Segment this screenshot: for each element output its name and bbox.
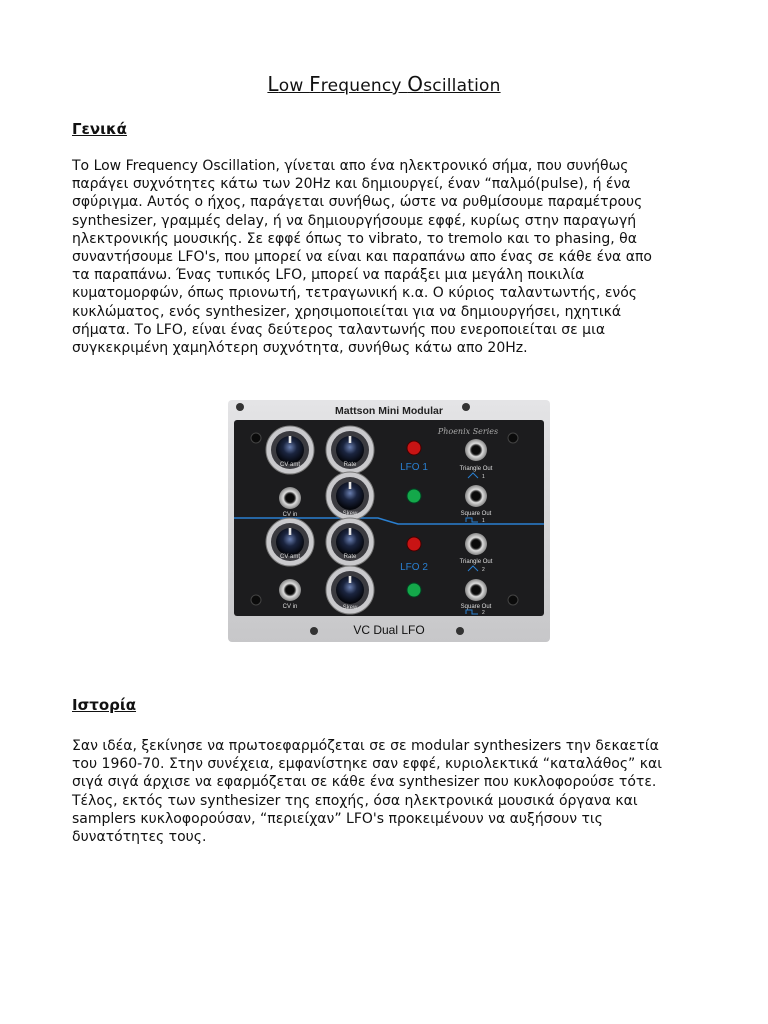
- cv-amount-label: CV amt: [279, 462, 301, 468]
- paragraph-line: Τέλος, εκτός των synthesizer της εποχής, όσα ηλεκτρονικά μουσικά όργανα και: [72, 792, 638, 809]
- triangle-out-jack-2[interactable]: [465, 533, 487, 555]
- paragraph-line: σήματα. Το LFO, είναι ένας δεύτερος ταλαντωνής που ενεροποιείται σε μια: [72, 321, 606, 338]
- screw-icon: [508, 433, 518, 443]
- mount-hole-icon: [456, 627, 464, 635]
- paragraph-line: synthesizer, γραμμές delay, ή να δημιουργήσουμε εφφέ, κυρίως στην παραγωγή: [72, 212, 637, 229]
- paragraph-line: σφύριγμα. Αυτός ο ήχος, παράγεται συνήθως, ώστε να ρυθμίσουμε παραμέτρους: [72, 194, 643, 211]
- triangle-out-label: Triangle Out: [459, 466, 493, 472]
- section-heading-history: Ιστορία: [72, 696, 137, 714]
- title-fragment-2: requency: [320, 76, 408, 96]
- paragraph-line: συναντήσουμε LFO's, που μπορεί να είναι και παραπάνω απο ένας σε κάθε ένα απο: [72, 249, 652, 266]
- cv-in-jack-1[interactable]: [279, 487, 301, 509]
- paragraph-line: Το Low Frequency Oscillation, γίνεται απο ένα ηλεκτρονικό σήμα, που συνήθως: [72, 158, 629, 174]
- square-out-label: Square Out: [460, 604, 492, 610]
- lfo2-label: LFO 2: [400, 562, 428, 573]
- paragraph-line: τα παραπάνω. Ένας τυπικός LFO, μπορεί να παράξει μια μεγάλη ποικιλία: [72, 267, 585, 284]
- mount-hole-icon: [236, 403, 244, 411]
- cv-amount-label: CV amt: [279, 554, 301, 560]
- paragraph-line: κυματομορφών, όπως πριονωτή, τετραγωνική κ.α. Ο κύριος ταλαντωντής, ενός: [72, 285, 638, 302]
- paragraph-line: samplers κυκλοφορούσαν, “περιείχαν” LFO's προκειμένουν να αυξήσουν τις: [72, 810, 603, 827]
- output-number: 1: [482, 474, 485, 480]
- mount-hole-icon: [462, 403, 470, 411]
- screw-icon: [508, 595, 518, 605]
- title-initial-f: F: [309, 72, 321, 96]
- led-red-icon: [407, 441, 421, 455]
- screw-icon: [251, 433, 261, 443]
- square-out-jack-2[interactable]: [465, 579, 487, 601]
- led-green-icon: [407, 583, 421, 597]
- synth-module-image: [228, 400, 550, 642]
- title-initial-l: L: [267, 72, 279, 96]
- section-history-paragraph: [72, 737, 702, 846]
- skew-label: Skew: [342, 605, 358, 611]
- paragraph-line: κυκλώματος, ενός synthesizer, χρησιμοποιείται για να δημιουργήσει, ηχητικά: [72, 303, 622, 320]
- paragraph-line: του 1960-70. Στην συνέχεια, εμφανίστηκε σαν εφφέ, κυριολεκτικά “καταλάθος” και: [72, 756, 662, 773]
- led-red-icon: [407, 537, 421, 551]
- paragraph-line: παράγει συχνότητες κάτω των 20Hz και δημιουργεί, έναν “παλμό(pulse), ή ένα: [72, 176, 631, 193]
- title-initial-o: O: [407, 72, 424, 96]
- module-name-label: VC Dual LFO: [353, 623, 425, 637]
- paragraph-line: ηλεκτρονικής μουσικής. Σε εφφέ όπως το vibrato, το tremolo και το phasing, θα: [72, 230, 637, 247]
- led-green-icon: [407, 489, 421, 503]
- module-brand-label: Mattson Mini Modular: [335, 405, 443, 417]
- triangle-out-label: Triangle Out: [459, 559, 493, 565]
- paragraph-line: σιγά σιγά άρχισε να εφαρμόζεται σε κάθε ένα synthesizer που κυκλοφορούσε τότε.: [72, 774, 657, 791]
- square-out-label: Square Out: [460, 511, 492, 517]
- series-label: Phoenix Series: [437, 427, 499, 436]
- title-fragment-3: scillation: [423, 76, 501, 96]
- output-number: 2: [482, 567, 485, 573]
- page-title: [0, 72, 768, 96]
- paragraph-line: συγκεκριμένη χαμηλότερη συχνότητα, συνήθως κάτω απο 20Hz.: [72, 340, 528, 357]
- section-general-paragraph: [72, 157, 702, 357]
- skew-label: Skew: [342, 511, 358, 517]
- paragraph-line: Σαν ιδέα, ξεκίνησε να πρωτοεφαρμόζεται σε σε modular synthesizers την δεκαετία: [72, 738, 659, 754]
- paragraph-line: δυνατότητες τους.: [72, 829, 207, 846]
- rate-label: Rate: [343, 462, 357, 468]
- rate-label: Rate: [343, 554, 357, 560]
- output-number: 2: [482, 610, 485, 616]
- square-out-jack-1[interactable]: [465, 485, 487, 507]
- section-heading-general: Γενικά: [72, 120, 127, 138]
- mount-hole-icon: [310, 627, 318, 635]
- title-fragment-1: ow: [278, 76, 310, 96]
- lfo1-label: LFO 1: [400, 462, 428, 473]
- cv-in-label: CV in: [282, 512, 298, 518]
- cv-in-label: CV in: [282, 604, 298, 610]
- output-number: 1: [482, 518, 485, 524]
- cv-in-jack-2[interactable]: [279, 579, 301, 601]
- screw-icon: [251, 595, 261, 605]
- triangle-out-jack-1[interactable]: [465, 439, 487, 461]
